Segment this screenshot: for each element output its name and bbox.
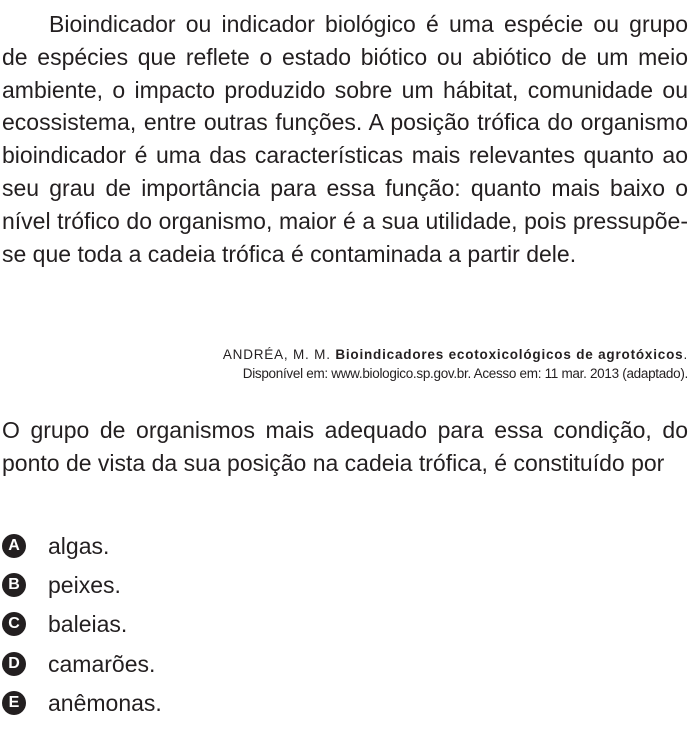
option-c[interactable] <box>2 605 162 644</box>
option-e[interactable] <box>2 684 162 723</box>
option-c-letter-badge: C <box>2 612 26 636</box>
passage-text: Bioindicador ou indicador biológico é uma espécie ou grupo de espécies que reflete o estado biótico ou abiótico de um meio ambiente, o impacto produzido sobre um hábitat, comunidade ou ecossistema, entre outras funções. A posição trófica do organismo bioindicador é uma das características mais relevantes quanto ao seu grau de importância para essa função: quanto mais baixo o nível trófico do organismo, maior é a sua utilidade, pois pressupõe-se que toda a cadeia trófica é contaminada a partir dele. <box>2 11 688 267</box>
answer-options <box>2 526 162 723</box>
option-b-letter-badge: B <box>2 573 26 597</box>
option-e-letter-badge: E <box>2 691 26 715</box>
citation-period: . <box>683 347 688 362</box>
source-citation <box>88 345 688 383</box>
citation-availability: Disponível em: www.biologico.sp.gov.br. Acesso em: 11 mar. 2013 (adaptado). <box>242 366 688 381</box>
option-a-text: algas. <box>48 532 110 559</box>
citation-work-title: Bioindicadores ecotoxicológicos de agrotóxicos <box>335 347 684 362</box>
option-c-text: baleias. <box>48 611 128 638</box>
option-b-text: peixes. <box>48 572 121 599</box>
option-d[interactable] <box>2 644 162 683</box>
option-a[interactable] <box>2 526 162 565</box>
option-b[interactable] <box>2 565 162 604</box>
option-d-letter-badge: D <box>2 652 26 676</box>
question-stem: O grupo de organismos mais adequado para essa condição, do ponto de vista da sua posição na cadeia trófica, é constituído por <box>2 417 688 476</box>
option-e-text: anêmonas. <box>48 690 162 717</box>
citation-reference <box>88 345 688 364</box>
option-a-letter-badge: A <box>2 534 26 558</box>
citation-author: ANDRÉA, M. M. <box>222 347 336 362</box>
option-d-text: camarões. <box>48 650 156 677</box>
